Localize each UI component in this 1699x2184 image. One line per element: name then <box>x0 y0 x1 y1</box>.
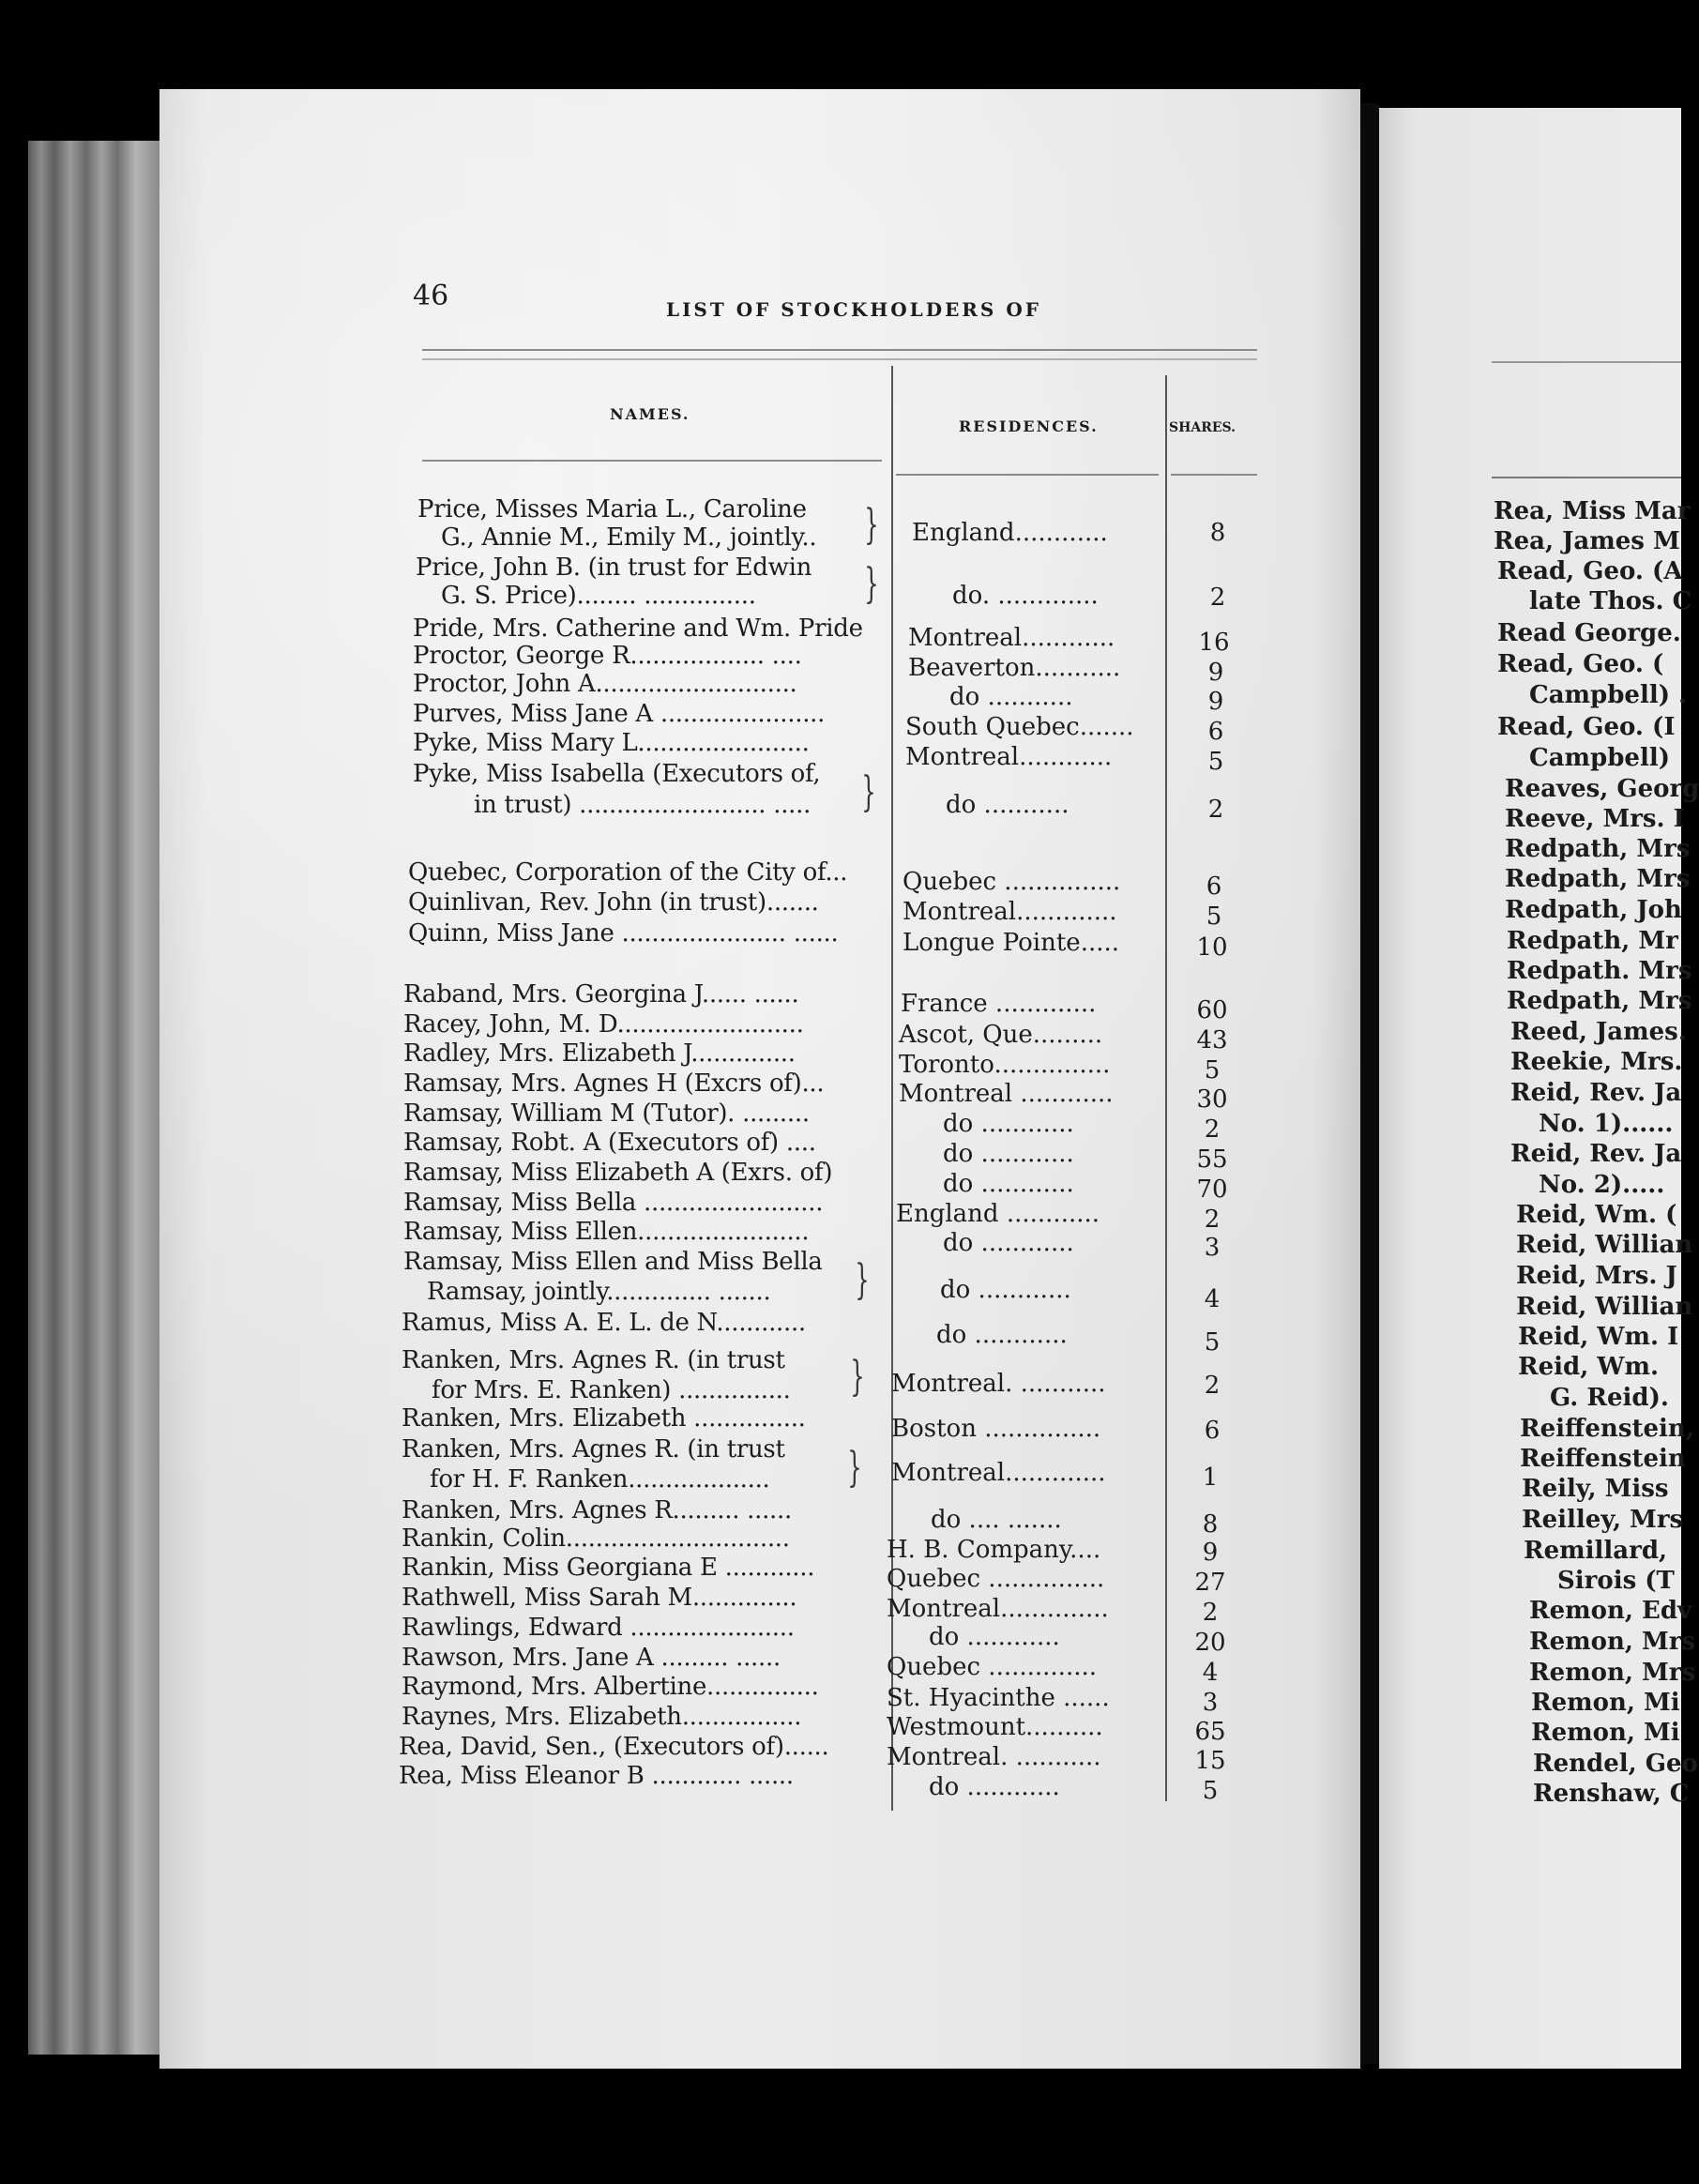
brace: } <box>847 1444 862 1492</box>
entry-residence: Montreal.............. <box>887 1595 1109 1623</box>
page-number: 46 <box>413 280 449 312</box>
entry-name-line: Ramsay, Miss Elizabeth A (Exrs. of) <box>403 1159 833 1187</box>
entry-residence: Longue Pointe..... <box>903 929 1120 957</box>
entry-name-line: Price, Misses Maria L., Caroline <box>417 495 807 523</box>
entry-name-line: Ramsay, Mrs. Agnes H (Excrs of)... <box>403 1069 825 1098</box>
entry-name-line: Ramsay, Miss Ellen....................... <box>403 1218 810 1246</box>
column-header-names: NAMES. <box>610 405 690 423</box>
names-header-rule <box>422 460 882 462</box>
entry-shares: 15 <box>1194 1747 1226 1775</box>
entry-residence: do ............ <box>929 1773 1060 1801</box>
entry-shares: 2 <box>1209 584 1226 612</box>
entry-name-line: Raynes, Mrs. Elizabeth................ <box>402 1703 802 1731</box>
entry-name-line: Ramsay, jointly.............. ....... <box>427 1278 771 1306</box>
entry-shares: 5 <box>1204 1056 1221 1084</box>
entry-shares: 43 <box>1196 1026 1228 1054</box>
right-entry: G. Reid). <box>1550 1384 1669 1412</box>
right-page-rule <box>1492 361 1681 363</box>
right-entry: Reeve, Mrs. I <box>1505 805 1685 833</box>
entry-name-line: Quebec, Corporation of the City of... <box>408 858 848 887</box>
entry-name-line: Rankin, Colin.............................. <box>402 1524 790 1553</box>
right-entry: Reekie, Mrs. <box>1510 1048 1683 1076</box>
top-rule-double <box>422 358 1257 360</box>
entry-residence: do ........... <box>949 683 1073 711</box>
right-entry: Campbell) <box>1529 744 1671 772</box>
entry-shares: 16 <box>1198 629 1230 657</box>
entry-shares: 27 <box>1194 1569 1226 1597</box>
right-entry: Read, Geo. (A <box>1497 557 1683 585</box>
shares-header-rule <box>1171 474 1257 476</box>
entry-shares: 3 <box>1204 1234 1221 1262</box>
entry-shares: 4 <box>1204 1285 1221 1313</box>
brace: } <box>855 1256 870 1304</box>
right-entry: Rendel, Geo <box>1533 1750 1698 1778</box>
column-divider-1 <box>891 366 893 1811</box>
entry-name-line: Quinlivan, Rev. John (in trust)....... <box>408 888 819 917</box>
entry-shares: 9 <box>1207 688 1224 716</box>
entry-name-line: Raband, Mrs. Georgina J...... ...... <box>403 980 799 1009</box>
entry-shares: 2 <box>1204 1115 1221 1144</box>
entry-residence: Montreal............ <box>908 624 1115 652</box>
right-entry: Redpath, Joh <box>1505 896 1682 924</box>
right-entry: Reid, Mrs. J <box>1516 1262 1677 1290</box>
entry-shares: 10 <box>1196 933 1228 962</box>
entry-name-line: Rathwell, Miss Sarah M.............. <box>402 1584 797 1612</box>
page-stack-edge <box>28 141 159 2055</box>
entry-shares: 2 <box>1204 1206 1221 1234</box>
entry-name-line: G. S. Price)........ ............... <box>441 582 756 610</box>
right-entry: Remon, Edv <box>1529 1597 1692 1625</box>
entry-residence: H. B. Company.... <box>887 1536 1101 1564</box>
entry-residence: do .... ....... <box>931 1506 1062 1534</box>
entry-shares: 5 <box>1206 902 1222 931</box>
entry-residence: South Quebec....... <box>905 713 1134 741</box>
entry-residence: Montreal. ........... <box>891 1370 1106 1398</box>
residences-header-rule <box>896 474 1159 476</box>
right-entry: Rea, James M <box>1494 527 1680 555</box>
right-entry: Rea, Miss Mar <box>1494 497 1691 525</box>
entry-shares: 6 <box>1204 1417 1221 1445</box>
right-entry: Reid, Rev. Ja <box>1510 1140 1682 1168</box>
column-header-shares: SHARES. <box>1169 420 1236 435</box>
right-entry: Read George. <box>1497 619 1681 647</box>
right-entry: Remon, Mi <box>1531 1719 1680 1747</box>
right-entry: Remon, Mrs <box>1529 1628 1696 1656</box>
entry-name-line: Ranken, Mrs. Agnes R. (in trust <box>402 1346 785 1374</box>
brace: } <box>850 1353 865 1401</box>
entry-shares: 60 <box>1196 996 1228 1024</box>
entry-residence: do. ............. <box>952 582 1099 610</box>
column-divider-2 <box>1165 375 1167 1801</box>
entry-name-line: Ranken, Mrs. Elizabeth ............... <box>402 1404 806 1433</box>
entry-name-line: Ramus, Miss A. E. L. de N............ <box>402 1309 806 1337</box>
entry-residence: Montreal ............ <box>899 1080 1114 1108</box>
entry-residence: Toronto............... <box>899 1051 1111 1079</box>
brace: } <box>864 560 879 608</box>
entry-shares: 70 <box>1196 1175 1228 1204</box>
right-entry: Redpath, Mrs <box>1505 865 1691 893</box>
entry-name-line: Rawson, Mrs. Jane A ......... ...... <box>402 1644 781 1672</box>
entry-residence: do ............ <box>940 1276 1071 1304</box>
entry-name-line: Rawlings, Edward ...................... <box>402 1614 795 1642</box>
entry-residence: do ............ <box>943 1229 1074 1257</box>
entry-name-line: in trust) ......................... ..... <box>474 791 812 819</box>
right-entry: Reily, Miss <box>1522 1475 1669 1503</box>
entry-shares: 2 <box>1204 1372 1221 1400</box>
entry-shares: 5 <box>1204 1328 1221 1357</box>
entry-shares: 9 <box>1207 659 1224 687</box>
entry-name-line: Rankin, Miss Georgiana E ............ <box>402 1554 815 1582</box>
entry-name-line: Ramsay, Robt. A (Executors of) .... <box>403 1129 816 1157</box>
entry-name-line: G., Annie M., Emily M., jointly.. <box>441 523 817 552</box>
right-entry: Campbell) . <box>1529 681 1688 709</box>
entry-shares: 8 <box>1209 519 1226 547</box>
right-entry: Read, Geo. (I <box>1497 713 1676 741</box>
entry-residence: do ........... <box>946 791 1069 819</box>
right-entry: Reid, Willian <box>1516 1293 1693 1321</box>
entry-shares: 3 <box>1202 1689 1219 1717</box>
right-entry: Reiffenstein, <box>1520 1415 1694 1443</box>
entry-shares: 65 <box>1194 1718 1226 1746</box>
entry-residence: Westmount.......... <box>887 1713 1103 1741</box>
entry-residence: Quebec .............. <box>887 1653 1098 1681</box>
entry-residence: Quebec ............... <box>903 868 1121 896</box>
entry-shares: 8 <box>1202 1510 1219 1539</box>
entry-name-line: Pyke, Miss Isabella (Executors of, <box>413 760 821 788</box>
entry-name-line: Price, John B. (in trust for Edwin <box>416 554 812 582</box>
right-entry: Sirois (T <box>1557 1567 1675 1595</box>
entry-name-line: Pride, Mrs. Catherine and Wm. Pride <box>413 614 863 643</box>
right-entry: Reiffenstein <box>1520 1445 1686 1473</box>
right-entry: Redpath, Mrs <box>1505 835 1691 863</box>
page-title: LIST OF STOCKHOLDERS OF <box>666 298 1041 321</box>
entry-shares: 4 <box>1202 1659 1219 1687</box>
entry-name-line: Pyke, Miss Mary L....................... <box>413 729 810 757</box>
entry-residence: do ............ <box>943 1170 1074 1198</box>
entry-shares: 20 <box>1194 1629 1226 1657</box>
entry-shares: 9 <box>1202 1539 1219 1567</box>
entry-shares: 5 <box>1202 1777 1219 1805</box>
top-rule <box>422 349 1257 351</box>
brace: } <box>861 768 876 816</box>
entry-shares: 5 <box>1207 748 1224 776</box>
right-entry: late Thos. C <box>1529 587 1692 615</box>
entry-residence: Ascot, Que......... <box>899 1021 1103 1049</box>
column-header-residences: RESIDENCES. <box>959 417 1099 435</box>
entry-shares: 1 <box>1202 1464 1219 1492</box>
entry-residence: Montreal............. <box>891 1459 1106 1487</box>
right-entry: Reed, James. <box>1510 1018 1687 1046</box>
entry-name-line: Proctor, John A........................... <box>413 670 797 698</box>
brace: } <box>864 501 879 549</box>
right-entry: Redpath. Mrs <box>1507 957 1692 985</box>
right-entry: Reid, Wm. ( <box>1516 1201 1677 1229</box>
entry-residence: Quebec ............... <box>887 1565 1105 1593</box>
right-entry: Redpath, Mrs <box>1507 987 1692 1015</box>
right-entry: Reid, Wm. <box>1518 1353 1660 1381</box>
right-page-header-rule <box>1492 477 1681 478</box>
entry-name-line: Purves, Miss Jane A ...................... <box>413 700 826 728</box>
entry-name-line: Ranken, Mrs. Agnes R. (in trust <box>402 1435 785 1464</box>
entry-residence: do ............ <box>936 1321 1068 1349</box>
entry-residence: Boston ............... <box>891 1415 1101 1443</box>
entry-name-line: Ramsay, Miss Ellen and Miss Bella <box>403 1248 823 1276</box>
entry-shares: 2 <box>1202 1599 1219 1627</box>
entry-name-line: Rea, David, Sen., (Executors of)...... <box>399 1733 829 1761</box>
right-entry: No. 2)..... <box>1539 1171 1665 1199</box>
entry-residence: England ............ <box>896 1200 1100 1228</box>
entry-name-line: Raymond, Mrs. Albertine............... <box>402 1673 819 1701</box>
entry-residence: do ............ <box>943 1140 1074 1168</box>
entry-shares: 6 <box>1206 872 1222 901</box>
entry-name-line: Ramsay, William M (Tutor). ......... <box>403 1100 810 1128</box>
right-entry: Reaves, Georg <box>1505 775 1699 803</box>
right-entry: Remon, Mrs <box>1529 1659 1696 1687</box>
entry-name-line: Ramsay, Miss Bella ........................ <box>403 1189 824 1217</box>
right-entry: Remillard, <box>1524 1537 1668 1565</box>
entry-name-line: Racey, John, M. D......................... <box>403 1010 804 1039</box>
entry-name-line: Proctor, George R.................. .... <box>413 642 802 670</box>
entry-residence: St. Hyacinthe ...... <box>887 1684 1110 1712</box>
right-entry: No. 1)...... <box>1539 1110 1674 1138</box>
right-entry: Reid, Willian <box>1516 1231 1693 1259</box>
entry-name-line: Quinn, Miss Jane ...................... ...... <box>408 919 839 948</box>
entry-shares: 6 <box>1207 718 1224 746</box>
entry-name-line: Rea, Miss Eleanor B ............ ...... <box>399 1762 794 1790</box>
entry-residence: do ............ <box>929 1623 1060 1651</box>
entry-residence: Beaverton........... <box>908 654 1121 682</box>
entry-residence: France ............. <box>901 990 1097 1018</box>
right-entry: Renshaw, C <box>1533 1780 1690 1808</box>
right-entry: Remon, Mi <box>1531 1689 1680 1717</box>
right-entry: Reid, Wm. I <box>1518 1323 1679 1351</box>
entry-shares: 55 <box>1196 1145 1228 1174</box>
entry-residence: Montreal............ <box>905 743 1113 771</box>
right-entry: Reilley, Mrs <box>1522 1506 1684 1534</box>
entry-name-line: Radley, Mrs. Elizabeth J.............. <box>403 1039 796 1068</box>
right-entry: Redpath, Mr <box>1507 927 1678 955</box>
entry-name-line: Ranken, Mrs. Agnes R......... ...... <box>402 1496 792 1524</box>
right-entry: Read, Geo. ( <box>1497 650 1664 678</box>
right-entry: Reid, Rev. Ja <box>1510 1079 1682 1107</box>
book-gutter <box>1360 103 1379 2064</box>
entry-name-line: for H. F. Ranken................... <box>430 1465 770 1494</box>
entry-shares: 30 <box>1196 1085 1228 1114</box>
entry-residence: England............ <box>912 519 1108 547</box>
entry-residence: Montreal............. <box>903 898 1117 926</box>
entry-residence: Montreal. ........... <box>887 1743 1101 1771</box>
entry-name-line: for Mrs. E. Ranken) ............... <box>432 1376 791 1404</box>
entry-residence: do ............ <box>943 1110 1074 1138</box>
entry-shares: 2 <box>1207 796 1224 824</box>
